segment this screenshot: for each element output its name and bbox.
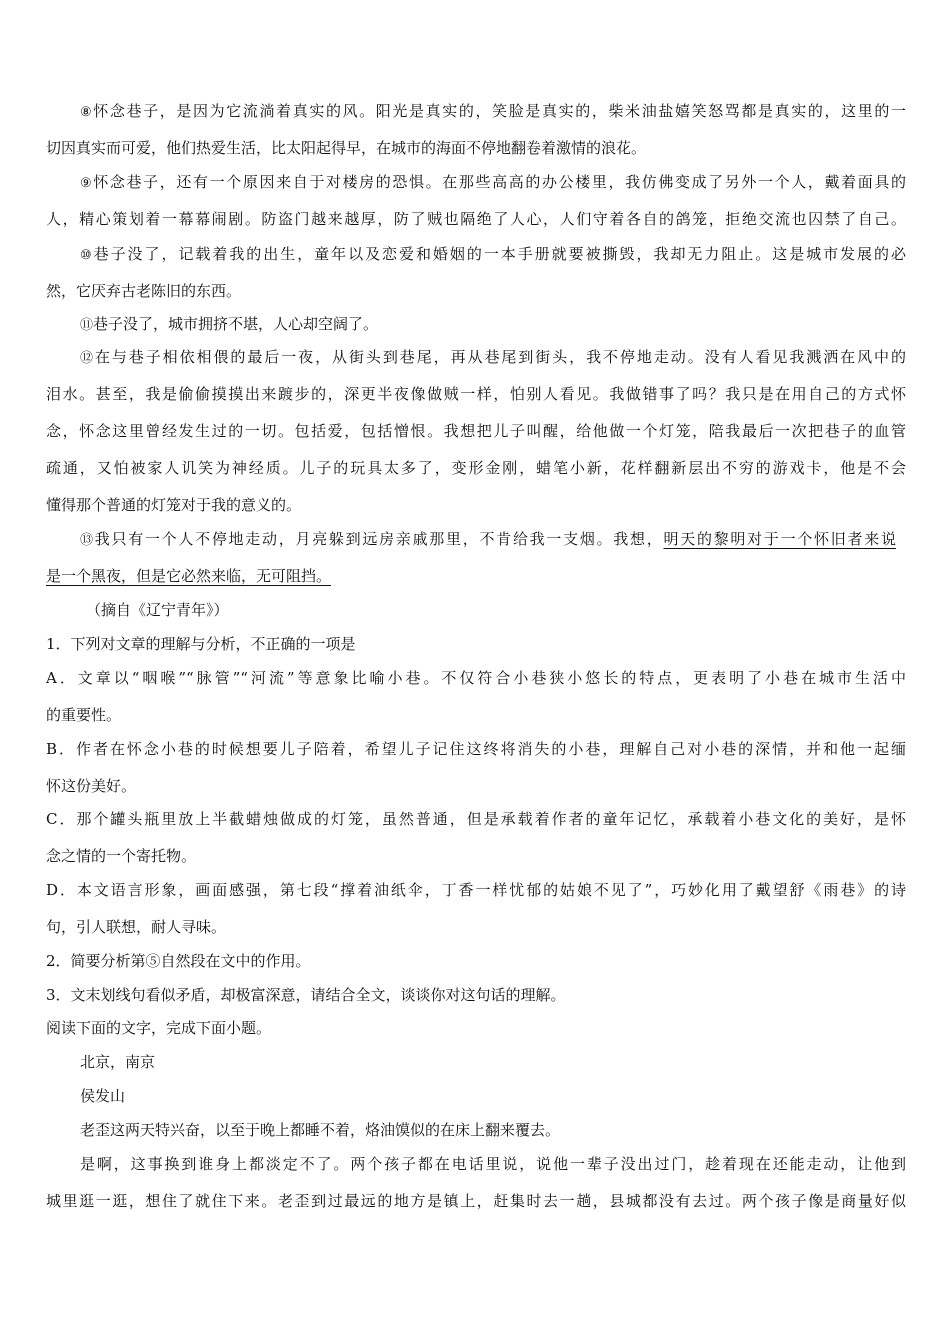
paragraph-13-line-1: ⑬我只有一个人不停地走动，月亮躲到远房亲戚那里，不肯给我一支烟。我想，明天的黎明对于一个怀旧者来说 — [80, 530, 896, 548]
paragraph-12-line-4: 疏通，又怕被家人讥笑为神经质。儿子的玩具太多了，变形金刚，蜡笔小新，花样翻新层出不穷的游戏卡，他是不会 — [46, 459, 906, 477]
option-c-line-1: C．那个罐头瓶里放上半截蜡烛做成的灯笼，虽然普通，但是承载着作者的童年记忆，承载着小巷文化的美好，是怀 — [46, 810, 906, 828]
paragraph-10-line-1: ⑩巷子没了，记载着我的出生，童年以及恋爱和婚姻的一本手册就要被撕毁，我却无力阻止。这是城市发展的必 — [80, 245, 906, 263]
paragraph-10-line-2: 然，它厌弃古老陈旧的东西。 — [46, 282, 242, 300]
option-a-line-1: A．文章以“咽喉”“脉管”“河流”等意象比喻小巷。不仅符合小巷狭小悠长的特点，更表明了小巷在城市生活中 — [46, 669, 906, 687]
paragraph-number: ⑧ — [80, 105, 94, 120]
question-2: 2．简要分析第⑤自然段在文中的作用。 — [46, 952, 311, 970]
paragraph-number: ⑬ — [80, 533, 95, 548]
reading-instruction: 阅读下面的文字，完成下面小题。 — [46, 1019, 272, 1037]
question-3: 3．文末划线句看似矛盾，却极富深意，请结合全文，谈谈你对这句话的理解。 — [46, 986, 566, 1004]
option-c-line-2: 念之情的一个寄托物。 — [46, 847, 197, 865]
underlined-sentence: 明天的黎明对于一个怀旧者来说 — [663, 530, 896, 548]
paragraph-12-line-1: ⑫在与巷子相依相偎的最后一夜，从街头到巷尾，再从巷尾到街头，我不停地走动。没有人看见我溅洒在风中的 — [80, 348, 906, 366]
question-1-stem: 1．下列对文章的理解与分析，不正确的一项是 — [46, 635, 356, 653]
story-author: 侯发山 — [80, 1087, 126, 1105]
paragraph-number: ⑫ — [80, 351, 95, 366]
paragraph-number: ⑨ — [80, 176, 94, 191]
paragraph-8-line-2: 切因真实而可爱，他们热爱生活，比太阳起得早，在城市的海面不停地翻卷着激情的浪花。 — [46, 139, 647, 157]
paragraph-11-line-1: ⑪巷子没了，城市拥挤不堪，人心却空阔了。 — [80, 315, 379, 333]
paragraph-9-line-1: ⑨怀念巷子，还有一个原因来自于对楼房的恐惧。在那些高高的办公楼里，我仿佛变成了另外一个人，戴着面具的 — [80, 173, 906, 191]
underlined-sentence: 是一个黑夜，但是它必然来临，无可阻挡。 — [46, 567, 332, 585]
source-citation: （摘自《辽宁青年》） — [86, 601, 229, 619]
story-paragraph-2-line-2: 城里逛一逛，想住了就住下来。老歪到过最远的地方是镇上，赶集时去一趟，县城都没有去过。两个孩子像是商量好似 — [46, 1192, 906, 1210]
paragraph-13-line-2 — [46, 566, 906, 586]
paragraph-12-line-3: 念，怀念这里曾经发生过的一切。包括爱，包括憎恨。我想把儿子叫醒，给他做一个灯笼，陪我最后一次把巷子的血管 — [46, 422, 906, 440]
story-paragraph-1: 老歪这两天特兴奋，以至于晚上都睡不着，烙油馍似的在床上翻来覆去。 — [80, 1121, 561, 1139]
option-d-line-1: D．本文语言形象，画面感强，第七段“撑着油纸伞，丁香一样忧郁的姑娘不见了”，巧妙化用了戴望舒《雨巷》的诗 — [46, 881, 906, 899]
option-d-line-2: 句，引人联想，耐人寻味。 — [46, 918, 227, 936]
story-paragraph-2-line-1: 是啊，这事换到谁身上都淡定不了。两个孩子都在电话里说，说他一辈子没出过门，趁着现在还能走动，让他到 — [80, 1155, 906, 1173]
option-a-line-2: 的重要性。 — [46, 706, 122, 724]
paragraph-number: ⑪ — [80, 318, 94, 333]
paragraph-12-line-2: 泪水。甚至，我是偷偷摸摸出来踱步的，深更半夜像做贼一样，怕别人看见。我做错事了吗？我只是在用自己的方式怀 — [46, 385, 906, 403]
option-b-line-1: B．作者在怀念小巷的时候想要儿子陪着，希望儿子记住这终将消失的小巷，理解自己对小巷的深情，并和他一起缅 — [46, 740, 906, 758]
story-title: 北京，南京 — [80, 1053, 156, 1071]
option-b-line-2: 怀这份美好。 — [46, 777, 137, 795]
paragraph-12-line-5: 懂得那个普通的灯笼对于我的意义的。 — [46, 496, 302, 514]
paragraph-number: ⑩ — [80, 248, 94, 263]
paragraph-8-line-1: ⑧怀念巷子，是因为它流淌着真实的风。阳光是真实的，笑脸是真实的，柴米油盐嬉笑怒骂都是真实的，这里的一 — [80, 102, 906, 120]
paragraph-9-line-2: 人，精心策划着一幕幕闹剧。防盗门越来越厚，防了贼也隔绝了人心，人们守着各自的鸽笼，拒绝交流也囚禁了自己。 — [46, 210, 906, 228]
